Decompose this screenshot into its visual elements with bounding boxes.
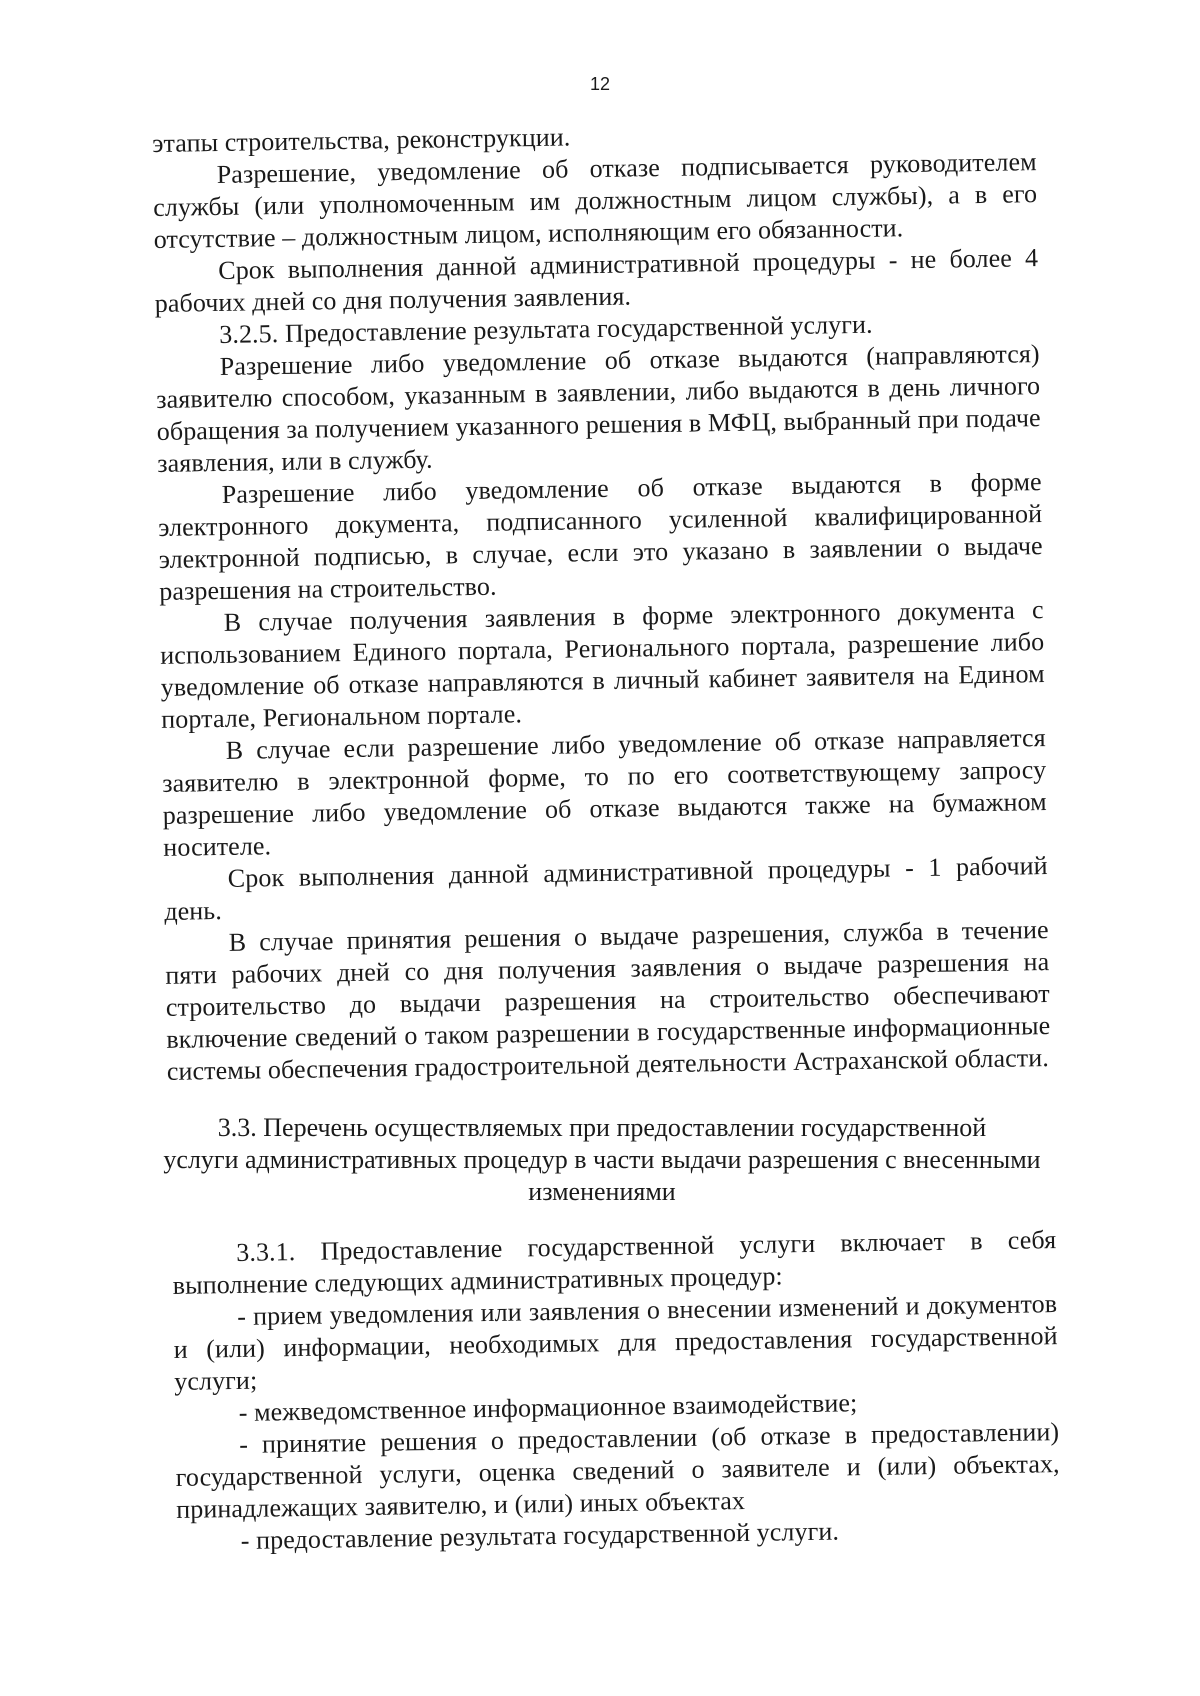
paragraph: Разрешение либо уведомление об отказе выдаются в форме электронного документа, подписанного усиленной квалифицированной электронной подписью, в случае, если это указано в заявлении о выдаче разрешения на строительство. xyxy=(158,467,1043,606)
paragraph: В случае получения заявления в форме электронного документа с использованием Единого портала, Регионального портала, разрешение либо уведомление об отказе направляются в личный кабинет заявителя на Едином портале, Региональном портале. xyxy=(160,595,1045,734)
list-item: - принятие решения о предоставлении (об отказе в предоставлении) государственной услуги, оценка сведений о заявителе и (или) объектах, принадлежащих заявителю, и (или) иных объектах xyxy=(175,1417,1060,1524)
list-item: - межведомственное информационное взаимодействие; xyxy=(238,1388,858,1427)
page-number: 12 xyxy=(589,74,611,94)
paragraph: Разрешение либо уведомление об отказе выдаются (направляются) заявителю способом, указанным в заявлении, либо выдаются в день личного обращения за получением указанного решения в МФЦ, выбранный при подаче заявления, или в службу. xyxy=(156,339,1041,478)
section-text-block xyxy=(172,1224,1061,1558)
paragraph: Разрешение, уведомление об отказе подписывается руководителем службы (или уполномоченным им должностным лицом службы), а в его отсутствие – должностным лицом, исполняющим его обязанности. xyxy=(153,147,1038,254)
paragraph: 3.3.1. Предоставление государственной услуги включает в себя выполнение следующих административных процедур: xyxy=(172,1225,1057,1300)
paragraph: этапы строительства, реконструкции. xyxy=(152,122,571,158)
list-item: - предоставление результата государственной услуги. xyxy=(240,1516,840,1555)
section-heading-line: изменениями xyxy=(528,1177,676,1206)
paragraph: В случае если разрешение либо уведомление об отказе направляется заявителю в электронной форме, то по его соответствующему запросу разрешение либо уведомление об отказе выдаются также на бумажном носителе. xyxy=(162,723,1047,862)
list-item: - прием уведомления или заявления о внесении изменений и документов и (или) информации, необходимых для предоставления государственной услуги; xyxy=(173,1289,1058,1396)
section-heading-line: услуги административных процедур в части выдачи разрешения с внесенными xyxy=(163,1145,1041,1174)
body-text-block xyxy=(152,114,1051,1088)
paragraph: Срок выполнения данной административной процедуры - 1 рабочий день. xyxy=(164,851,1048,926)
paragraph: В случае принятия решения о выдаче разрешения, служба в течение пяти рабочих дней со дня получения заявления о выдаче разрешения на строительство до выдачи разрешения на строительство обеспечивают включение сведений о таком разрешении в государственные информационные системы обеспечения градостроительной деятельности Астраханской области. xyxy=(165,915,1051,1086)
section-heading-line: 3.3. Перечень осуществляемых при предоставлении государственной xyxy=(217,1113,987,1142)
paragraph: Срок выполнения данной административной процедуры - не более 4 рабочих дней со дня получения заявления. xyxy=(154,243,1039,318)
subsection-heading: 3.2.5. Предоставление результата государственной услуги. xyxy=(219,309,873,349)
section-heading xyxy=(152,1112,1052,1208)
